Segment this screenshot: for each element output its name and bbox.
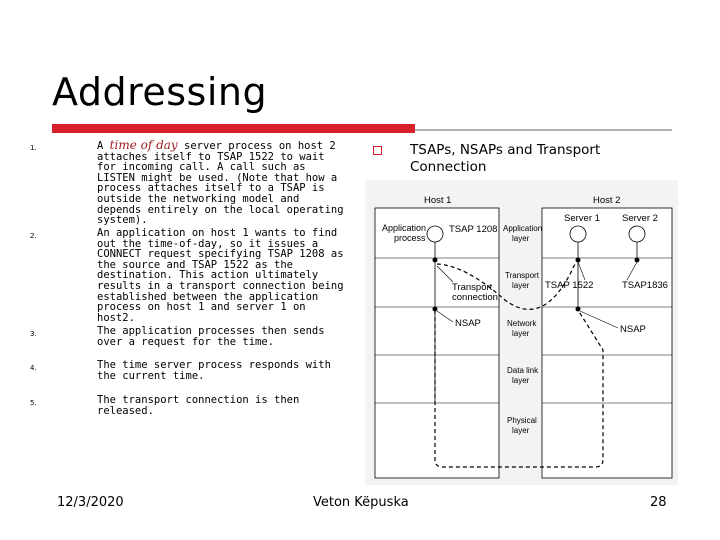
host1-box [375,208,499,478]
transport-connection-label-1: Transport [452,282,493,293]
layer-network-1: Network [507,319,537,328]
layer-physical-1: Physical [507,416,537,425]
slide-title: Addressing [52,70,268,114]
step-text-suffix: server process on host 2 attaches itself to TSAP 1522 to wait for incoming call. A call such as LISTEN might be used. (Note that how a process attaches itself to a TSAP is outside the networking model and depends entirely on the local operating system). [97,140,344,227]
host2-label: Host 2 [593,195,621,206]
server2-label: Server 2 [622,213,658,224]
host1-label: Host 1 [424,195,452,206]
tsap-nsap-diagram [365,180,678,485]
step-number: 1. [30,144,37,152]
transport-connection-label-2: connection [452,292,498,303]
step-number: 2. [30,232,37,240]
layer-network-2: layer [512,329,530,338]
server1-circle [570,226,586,242]
step-number: 4. [30,364,37,372]
tsap1522-label: TSAP 1522 [545,280,594,291]
step-number: 5. [30,399,37,407]
step-number: 3. [30,330,37,338]
server1-label: Server 1 [564,213,600,224]
footer-date: 12/3/2020 [57,495,124,510]
tsap1208-label: TSAP 1208 [449,224,498,235]
host2-box [542,208,672,478]
step-emphasis: time of day [109,138,178,152]
app-process-circle [427,226,443,242]
step-text: The transport connection is then released. [97,394,300,417]
nsap-right-dot [576,307,581,312]
footer-page-number: 28 [650,495,667,510]
layer-transport-2: layer [512,281,530,290]
layer-physical-2: layer [512,426,530,435]
square-bullet-icon [373,146,382,155]
right-bullet-text: TSAPs, NSAPs and Transport Connection [410,142,601,175]
layer-application-2: layer [512,234,530,243]
server2-circle [629,226,645,242]
step-text [97,140,347,226]
footer-author: Veton Këpuska [313,495,409,510]
layer-application-1: Application [503,224,543,233]
nsap-left-label: NSAP [455,318,481,329]
app-process-label-2: process [394,233,426,243]
layer-datalink-2: layer [512,376,530,385]
step-text: The time server process responds with the current time. [97,359,331,382]
nsap-right-label: NSAP [620,324,646,335]
tsap1836-label: TSAP1836 [622,280,668,291]
title-accent-bar [52,124,415,133]
layer-transport-1: Transport [505,271,539,280]
step-text-prefix: A [97,140,110,152]
app-process-label-1: Application [382,223,427,233]
step-text: An application on host 1 wants to find out the time-of-day, so it issues a CONNECT request specifying TSAP 1208 as the source and TSAP 1522 as the destination. This action ultimately results in a transport connection being established between the application process on host 1 and server 1 on host2. [97,227,344,324]
layer-datalink-1: Data link [507,366,539,375]
step-text: The application processes then sends over a request for the time. [97,325,325,348]
tsap1836-dot [635,258,640,263]
